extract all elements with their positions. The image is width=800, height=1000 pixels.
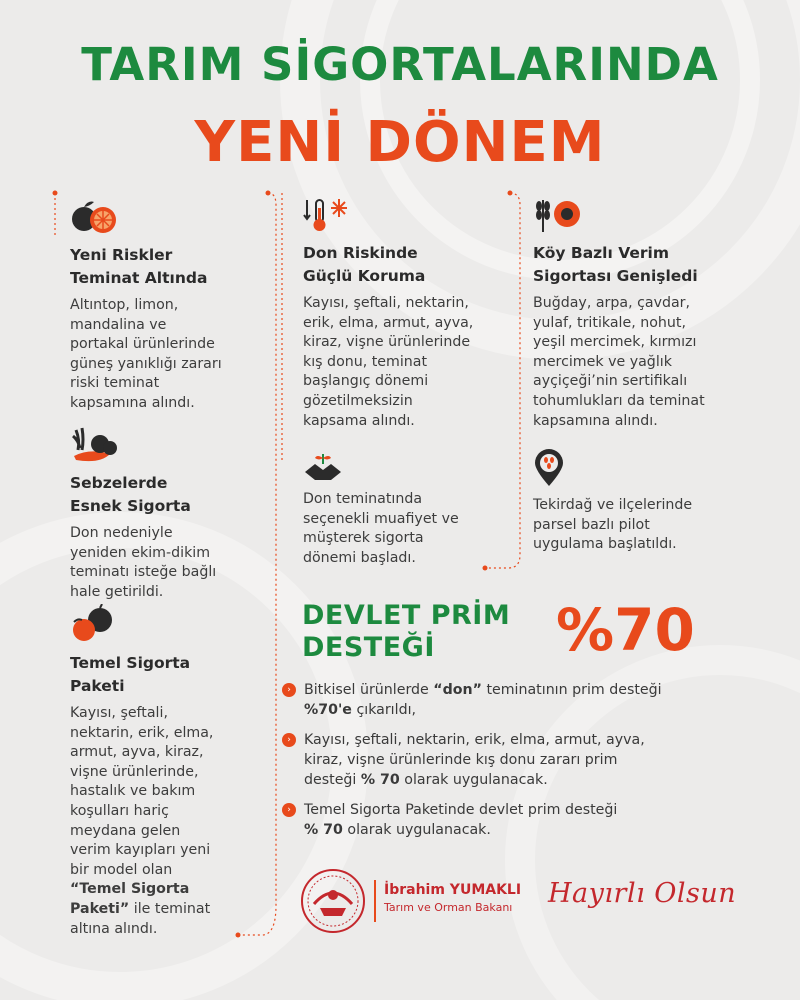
minister-block bbox=[384, 882, 521, 914]
bullet-3-part-a: Temel Sigorta Paketinde devlet prim desteği bbox=[304, 802, 618, 818]
text-basic-package-b: ile teminat altına alındı. bbox=[70, 900, 211, 937]
text-vegetables: Don nedeniyle yeniden ekim-dikim teminatı isteğe bağlı hale getirildi. bbox=[70, 525, 217, 600]
left-item-basic-package bbox=[70, 604, 270, 939]
bullet-list bbox=[282, 680, 742, 850]
signature-text: Hayırlı Olsun bbox=[548, 878, 737, 909]
footer-separator bbox=[374, 880, 376, 922]
middle-item-deductible bbox=[303, 452, 523, 568]
middle-item-frost bbox=[303, 196, 523, 431]
chevron-right-icon: › bbox=[282, 803, 296, 817]
devlet-percent: %70 bbox=[556, 596, 695, 664]
ministry-seal-icon bbox=[300, 868, 366, 934]
bullet-2-part-a: Kayısı, şeftali, nektarin, erik, elma, armut, ayva, kiraz, vişne ürünlerinde kış donu zararı prim desteği bbox=[304, 732, 645, 788]
text-new-risks: Altıntop, limon, mandalina ve portakal ürünlerinde güneş yanıklığı zararı riski teminat kapsamına alındı. bbox=[70, 297, 222, 411]
bullet-text-3 bbox=[304, 800, 617, 840]
fruits-icon bbox=[70, 604, 118, 644]
right-item-village-yield bbox=[533, 196, 773, 431]
text-basic-package-bold: “Temel Sigorta Paketi” bbox=[70, 881, 190, 917]
text-basic-package-a: Kayısı, şeftali, nektarin, erik, elma, armut, ayva, kiraz, vişne ürünlerinde, hastalık ve bakım koşulları hariç meydana gelen verim kayıpları yeni bir model olan bbox=[70, 705, 214, 878]
bullet-3-part-b: % 70 bbox=[304, 822, 343, 838]
heading-village-yield: Köy Bazlı Verim Sigortası Genişledi bbox=[533, 244, 698, 285]
text-deductible: Don teminatında seçenekli muafiyet ve müşterek sigorta dönemi başladı. bbox=[303, 491, 459, 566]
devlet-label: DEVLET PRİM DESTEĞİ bbox=[302, 600, 511, 663]
right-item-pilot bbox=[533, 448, 773, 555]
left-item-new-risks bbox=[70, 198, 270, 414]
bullet-2-part-b: % 70 bbox=[360, 772, 400, 788]
bullet-3-part-c: olarak uygulanacak. bbox=[342, 822, 491, 838]
minister-name: İbrahim YUMAKLI bbox=[384, 882, 522, 898]
bullet-text-2 bbox=[304, 730, 645, 790]
heading-vegetables: Sebzelerde Esnek Sigorta bbox=[70, 474, 191, 515]
heading-frost: Don Riskinde Güçlü Koruma bbox=[303, 244, 426, 285]
list-item bbox=[282, 800, 742, 840]
vegetables-icon bbox=[70, 426, 120, 464]
location-grain-icon bbox=[533, 448, 565, 488]
text-village-yield: Buğday, arpa, çavdar, yulaf, tritikale, nohut, yeşil mercimek, kırmızı mercimek ve yağlık ayçiçeği’nin sertifikalı tohumlukları da teminat kapsamına alındı. bbox=[533, 295, 705, 429]
title-line-2: YENİ DÖNEM bbox=[194, 110, 606, 175]
handshake-plant-icon bbox=[303, 452, 343, 482]
bullet-text-1 bbox=[304, 680, 662, 720]
citrus-icon bbox=[70, 198, 118, 236]
title-line-1: TARIM SİGORTALARINDA bbox=[81, 38, 719, 91]
bullet-1-part-b: “don” bbox=[433, 682, 482, 698]
text-pilot: Tekirdağ ve ilçelerinde parsel bazlı pilot uygulama başlatıldı. bbox=[533, 497, 693, 553]
heading-basic-package: Temel Sigorta Paketi bbox=[70, 654, 191, 695]
bullet-1-part-a: Bitkisel ürünlerde bbox=[304, 682, 434, 698]
bullet-1-part-d: %70'e bbox=[304, 702, 352, 718]
chevron-right-icon: › bbox=[282, 683, 296, 697]
wheat-sunflower-icon bbox=[533, 196, 583, 234]
bullet-2-part-c: olarak uygulanacak. bbox=[399, 772, 548, 788]
thermometer-snowflake-icon bbox=[303, 196, 351, 234]
chevron-right-icon: › bbox=[282, 733, 296, 747]
minister-role: Tarım ve Orman Bakanı bbox=[384, 901, 513, 914]
text-frost: Kayısı, şeftali, nektarin, erik, elma, armut, ayva, kiraz, vişne ürünlerinde kış donu, teminat başlangıç dönemi gözetilmeksizin kapsama alındı. bbox=[303, 295, 474, 429]
text-basic-package bbox=[70, 704, 270, 939]
bullet-1-part-e: çıkarıldı, bbox=[351, 702, 417, 718]
left-item-vegetables bbox=[70, 426, 270, 602]
heading-new-risks: Yeni Riskler Teminat Altında bbox=[70, 246, 208, 287]
list-item bbox=[282, 730, 742, 790]
list-item bbox=[282, 680, 742, 720]
bullet-1-part-c: teminatının prim desteği bbox=[486, 682, 662, 698]
